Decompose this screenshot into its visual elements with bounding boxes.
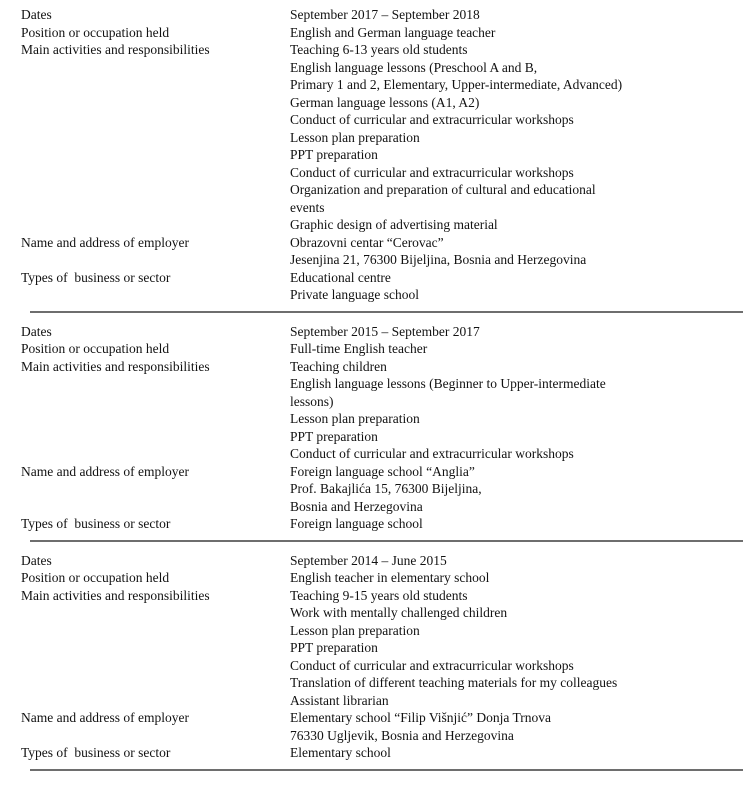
- field-value: Jesenjina 21, 76300 Bijeljina, Bosnia and Herzegovina: [290, 252, 587, 267]
- experience-row: [21, 515, 753, 533]
- section-divider: [30, 540, 743, 542]
- field-value: Lesson plan preparation: [290, 129, 420, 145]
- field-value: Elementary school: [290, 745, 391, 760]
- experience-row: [21, 76, 753, 94]
- experience-row: [21, 709, 753, 727]
- field-value: English and German language teacher: [290, 24, 496, 40]
- field-value: Graphic design of advertising material: [290, 217, 498, 232]
- experience-row: [21, 146, 753, 164]
- field-value: English language lessons (Beginner to Upper-intermediate: [290, 376, 606, 391]
- experience-row: [21, 480, 753, 498]
- field-label: Types of business or sector: [21, 516, 171, 531]
- field-value: Obrazovni centar “Cerovac”: [290, 234, 444, 250]
- field-value: Conduct of curricular and extracurricular workshops: [290, 112, 574, 127]
- experience-row: [21, 744, 753, 762]
- experience-row: [21, 622, 753, 640]
- experience-row: [21, 234, 753, 252]
- field-value: Conduct of curricular and extracurricular workshops: [290, 164, 574, 180]
- field-value: September 2014 – June 2015: [290, 552, 447, 568]
- experience-row: [21, 428, 753, 446]
- experience-row: [21, 286, 753, 304]
- experience-row: [21, 216, 753, 234]
- field-value: Lesson plan preparation: [290, 411, 420, 426]
- experience-row: [21, 410, 753, 428]
- experience-section: [21, 552, 753, 762]
- field-label: Dates: [21, 323, 52, 339]
- experience-row: [21, 323, 753, 341]
- field-value: Translation of different teaching materials for my colleagues: [290, 675, 618, 690]
- field-value: Teaching 9-15 years old students: [290, 587, 468, 603]
- experience-row: [21, 129, 753, 147]
- field-label: Types of business or sector: [21, 745, 171, 760]
- experience-row: [21, 674, 753, 692]
- field-value: German language lessons (A1, A2): [290, 94, 480, 110]
- field-value: Prof. Bakajlića 15, 76300 Bijeljina,: [290, 481, 482, 496]
- field-label: Types of business or sector: [21, 269, 171, 285]
- experience-row: [21, 358, 753, 376]
- field-label: Name and address of employer: [21, 463, 189, 479]
- experience-row: [21, 639, 753, 657]
- field-label: Name and address of employer: [21, 710, 189, 725]
- field-value: Lesson plan preparation: [290, 622, 420, 638]
- experience-row: [21, 463, 753, 481]
- field-value: Elementary school “Filip Višnjić” Donja Trnova: [290, 710, 552, 725]
- experience-row: [21, 393, 753, 411]
- field-value: September 2017 – September 2018: [290, 7, 480, 22]
- experience-row: [21, 727, 753, 745]
- field-label: Position or occupation held: [21, 24, 170, 40]
- experience-row: [21, 498, 753, 516]
- field-value: Educational centre: [290, 269, 391, 285]
- field-value: PPT preparation: [290, 640, 378, 655]
- field-label: Name and address of employer: [21, 234, 189, 250]
- field-value: 76330 Ugljevik, Bosnia and Herzegovina: [290, 727, 514, 743]
- experience-row: [21, 181, 753, 199]
- field-label: Main activities and responsibilities: [21, 358, 210, 374]
- experience-row: [21, 59, 753, 77]
- experience-row: [21, 569, 753, 587]
- field-value: Bosnia and Herzegovina: [290, 498, 423, 514]
- field-value: Private language school: [290, 287, 419, 302]
- experience-row: [21, 692, 753, 710]
- field-label: Main activities and responsibilities: [21, 587, 210, 603]
- experience-row: [21, 24, 753, 42]
- field-value: Conduct of curricular and extracurricular workshops: [290, 657, 574, 673]
- field-value: Assistant librarian: [290, 692, 389, 708]
- field-value: Full-time English teacher: [290, 341, 428, 356]
- experience-row: [21, 269, 753, 287]
- field-value: Conduct of curricular and extracurricular workshops: [290, 446, 574, 461]
- field-label: Position or occupation held: [21, 341, 170, 356]
- experience-section: [21, 323, 753, 533]
- field-value: English language lessons (Preschool A and B,: [290, 59, 538, 75]
- field-value: lessons): [290, 393, 334, 409]
- field-value: Teaching 6-13 years old students: [290, 42, 468, 57]
- field-value: Foreign language school “Anglia”: [290, 463, 475, 479]
- field-value: Organization and preparation of cultural and educational: [290, 182, 596, 197]
- field-value: September 2015 – September 2017: [290, 323, 480, 339]
- experience-row: [21, 164, 753, 182]
- experience-row: [21, 552, 753, 570]
- field-value: Work with mentally challenged children: [290, 605, 508, 620]
- experience-row: [21, 6, 753, 24]
- experience-row: [21, 604, 753, 622]
- experience-row: [21, 587, 753, 605]
- experience-sections-container: [21, 6, 753, 771]
- field-value: English teacher in elementary school: [290, 570, 490, 585]
- experience-row: [21, 111, 753, 129]
- experience-row: [21, 41, 753, 59]
- field-label: Dates: [21, 552, 52, 568]
- section-divider: [30, 769, 743, 771]
- experience-row: [21, 199, 753, 217]
- experience-section: [21, 6, 753, 304]
- experience-row: [21, 657, 753, 675]
- field-value: Primary 1 and 2, Elementary, Upper-intermediate, Advanced): [290, 77, 623, 92]
- experience-row: [21, 340, 753, 358]
- field-value: Teaching children: [290, 358, 387, 374]
- experience-row: [21, 94, 753, 112]
- section-divider: [30, 311, 743, 313]
- field-label: Main activities and responsibilities: [21, 42, 210, 57]
- field-label: Dates: [21, 7, 52, 22]
- experience-row: [21, 375, 753, 393]
- field-value: events: [290, 199, 325, 215]
- field-label: Position or occupation held: [21, 570, 170, 585]
- field-value: PPT preparation: [290, 147, 378, 162]
- field-value: Foreign language school: [290, 516, 423, 531]
- experience-row: [21, 251, 753, 269]
- experience-row: [21, 445, 753, 463]
- field-value: PPT preparation: [290, 428, 378, 444]
